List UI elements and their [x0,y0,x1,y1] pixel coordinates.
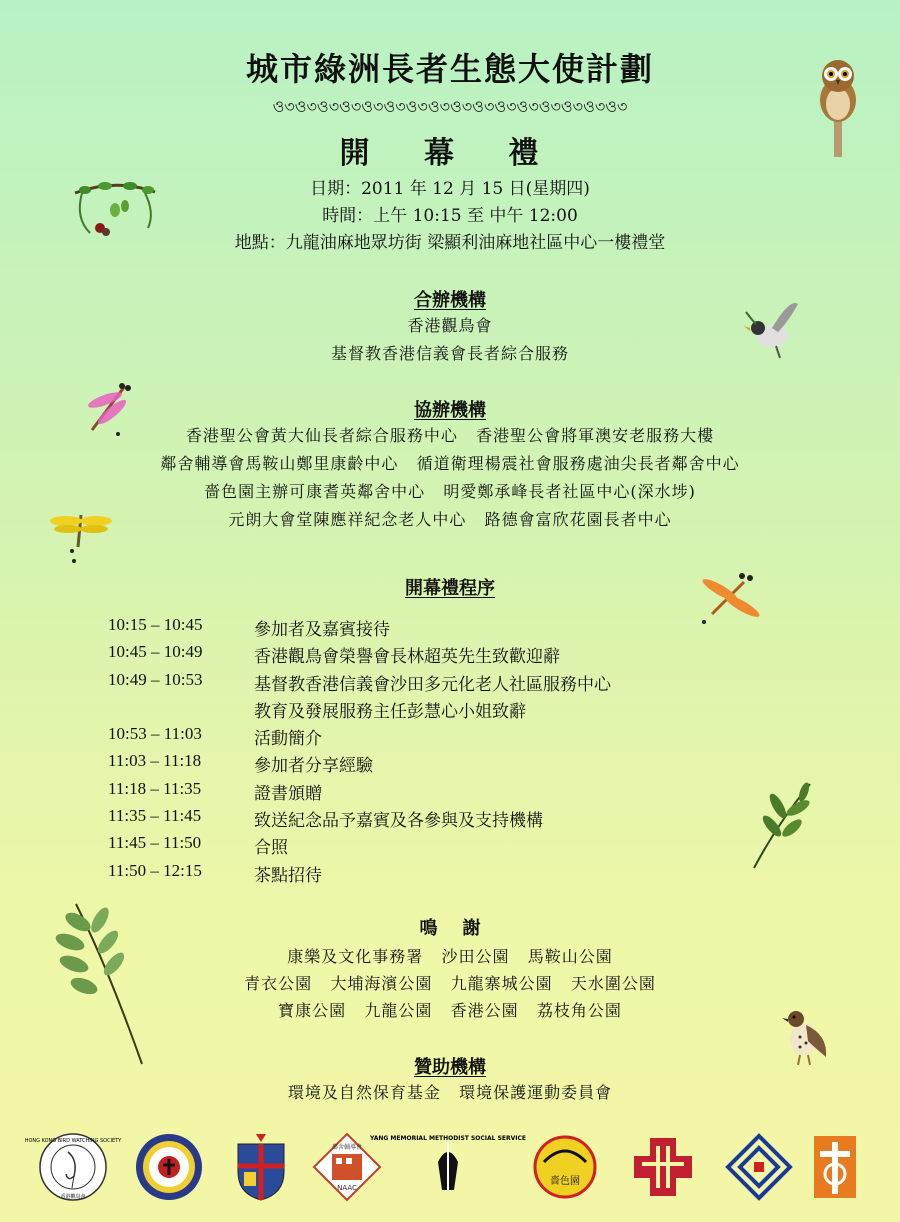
ornament-divider: ও৩ও৩ও৩ও৩ও৩ও৩ও৩ও৩ও৩ও৩ও৩ও৩ও৩ও৩ও৩ও৩ [272,97,628,116]
sik-sik-yuen-logo [530,1132,600,1202]
programme-time: 11:18 – 11:35 [108,778,202,798]
programme-row [108,779,748,806]
methodist-logo [724,1132,794,1202]
logos-row [24,1132,870,1212]
programme-time: 11:35 – 11:45 [108,806,202,826]
magpie-icon [742,298,802,360]
vine-icon [70,178,160,240]
hkbws-logo [24,1132,122,1202]
organizer-item: 香港觀鳥會 [407,316,493,335]
naac-logo-text: NAAC [337,1184,357,1192]
programme-activity: 合照 [254,838,288,859]
acknowledgement-line: 寶康公園 九龍公園 香港公園 荔枝角公園 [278,1001,622,1020]
programme-time: 11:45 – 11:50 [108,833,202,853]
programme-time: 11:50 – 12:15 [108,860,202,880]
yang-memorial-logo [369,1132,527,1202]
lutheran-logo [134,1132,204,1202]
poster-title: 城市綠洲長者生態大使計劃 [245,50,654,88]
programme-time [108,697,254,724]
event-venue: 地點：九龍油麻地眾坊街 梁顯利油麻地社區中心一樓禮堂 [234,233,666,253]
programme-row [108,806,748,833]
dragonfly-icon [48,505,114,565]
acknowledgements-heading: 鳴 謝 [419,918,481,939]
programme-activity: 參加者及嘉賓接待 [254,620,390,640]
programme-time: 10:53 – 11:03 [108,724,202,744]
programme-activity: 證書頒贈 [254,783,322,804]
programme-row [108,751,748,778]
programme-activity: 參加者分享經驗 [254,756,373,777]
programme-time: 10:45 – 10:49 [108,642,203,662]
event-date: 日期：2011 年 12 月 15 日(星期四) [310,179,590,199]
event-time: 時間：上午 10:15 至 中午 12:00 [322,206,578,226]
programme-row [108,670,748,697]
acknowledgement-line: 青衣公園 大埔海濱公園 九龍寨城公園 天水圍公園 [244,974,656,993]
owl-icon [808,52,868,157]
programme-row [108,833,748,860]
programme-row [108,615,748,642]
programme-activity: 致送紀念品予嘉賓及各參與及支持機構 [254,811,543,832]
programme-time: 11:03 – 11:18 [108,751,202,771]
programme-row [108,724,748,751]
co-organizer-line: 嗇色園主辦可康耆英鄰舍中心 明愛鄭承峰長者社區中心(深水埗) [204,482,696,501]
dragonfly-icon [80,378,140,442]
leaf-sprig-icon [748,778,818,870]
sponsors-line: 環境及自然保育基金 環境保護運動委員會 [287,1083,613,1102]
co-organizers-heading: 協辦機構 [414,400,486,421]
ceremony-title: 開 幕 禮 [339,136,561,171]
yang-logo-text: YANG MEMORIAL METHODIST SOCIAL SERVICE [369,1135,527,1142]
hkbws-logo-text-cn: 香港觀鳥會 [60,1194,86,1200]
programme-row [108,697,748,724]
programme-activity: 教育及發展服務主任彭慧心小姐致辭 [254,701,526,722]
programme-time: 10:49 – 10:53 [108,669,203,689]
organizer-item: 基督教香港信義會長者綜合服務 [330,344,569,363]
hkbws-logo-text: HONG KONG BIRD WATCHING SOCIETY [24,1138,122,1144]
co-organizer-line: 元朗大會堂陳應祥紀念老人中心 路德會富欣花園長者中心 [228,510,672,529]
acknowledgement-line: 康樂及文化事務署 沙田公園 馬鞍山公園 [287,947,613,966]
naac-logo-text-cn: 鄰舍輔導會 [331,1144,363,1151]
organizers-heading: 合辦機構 [414,290,486,311]
programme-row [108,642,748,669]
programme-table [108,615,748,888]
sik-sik-yuen-logo-text: 嗇色園 [550,1176,580,1187]
programme-heading: 開幕禮程序 [405,578,495,599]
programme-activity: 茶點招待 [254,865,322,886]
programme-time: 10:15 – 10:45 [108,615,203,634]
lutheran-cross-logo [810,1132,860,1202]
sponsors-heading: 贊助機構 [414,1057,486,1078]
thrush-bird-icon [780,1005,832,1067]
programme-activity: 活動簡介 [254,729,322,750]
co-organizer-line: 鄰舍輔導會馬鞍山鄭里康齡中心 循道衛理楊震社會服務處油尖長者鄰舍中心 [160,454,740,473]
programme-activity: 香港觀鳥會榮譽會長林超英先生致歡迎辭 [254,647,560,668]
programme-activity: 基督教香港信義會沙田多元化老人社區服務中心 [254,674,611,695]
caritas-logo [628,1132,698,1202]
naac-logo [312,1132,382,1202]
programme-row [108,861,748,888]
fern-leaf-icon [48,898,148,1068]
anglican-logo [226,1132,296,1202]
co-organizer-line: 香港聖公會黃大仙長者綜合服務中心 香港聖公會將軍澳安老服務大樓 [185,426,715,445]
dragonfly-icon [694,568,764,630]
